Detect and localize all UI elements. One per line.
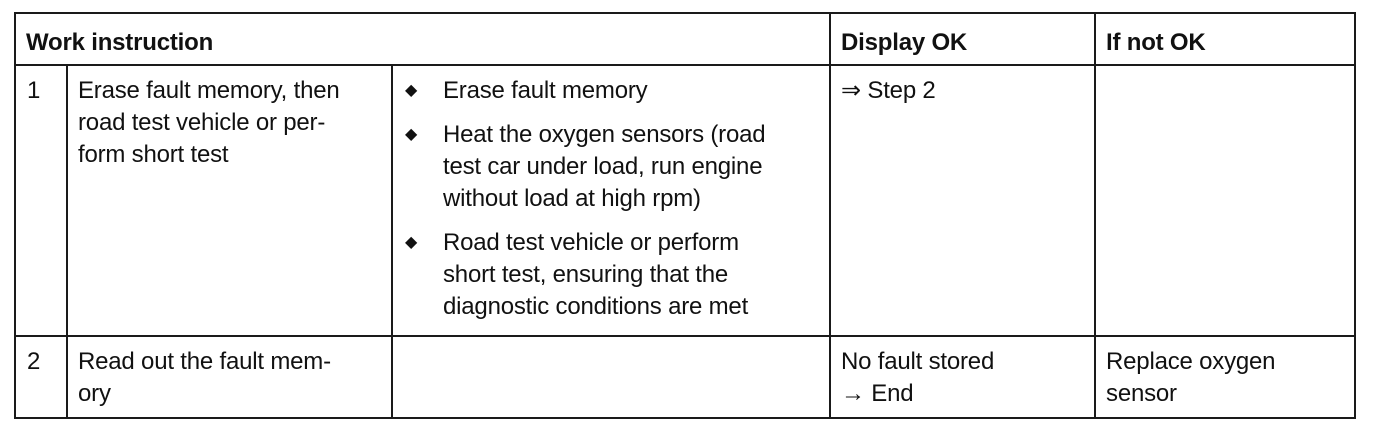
details-cell (392, 336, 830, 418)
display-ok-cell (830, 336, 1095, 418)
list-item (405, 119, 821, 215)
list-item (405, 75, 821, 107)
if-not-ok-text: Replace oxygen sensor (1106, 348, 1276, 407)
header-display-ok (830, 13, 1095, 65)
display-ok-cell (830, 65, 1095, 336)
step-number: 2 (27, 348, 41, 375)
step-number: 1 (27, 77, 41, 104)
instruction-text: Read out the fault mem- ory (78, 348, 331, 407)
header-work-instruction (15, 13, 830, 65)
detail-bullet-list (393, 66, 829, 323)
instruction-cell (67, 65, 392, 336)
diamond-bullet-icon: ◆ (405, 126, 418, 143)
table-header-row (15, 13, 1355, 65)
table-row (15, 65, 1355, 336)
bullet-text: Road test vehicle or perform short test, ensuring that the diagnostic conditions are met (443, 229, 749, 320)
list-item (405, 227, 821, 323)
display-ok-text: ⇒ Step 2 (841, 77, 936, 104)
header-work-instruction-label: Work instruction (26, 29, 214, 56)
instruction-text: Erase fault memory, then road test vehicle or per- form short test (78, 77, 340, 168)
work-instruction-table (14, 12, 1356, 419)
display-ok-text: No fault stored → End (841, 348, 995, 407)
bullet-text: Heat the oxygen sensors (road test car under load, run engine without load at high rpm) (443, 121, 766, 212)
header-if-not-ok (1095, 13, 1355, 65)
bullet-text: Erase fault memory (443, 77, 648, 104)
header-display-ok-label: Display OK (841, 29, 968, 56)
if-not-ok-cell (1095, 65, 1355, 336)
if-not-ok-text (1096, 66, 1354, 75)
diamond-bullet-icon: ◆ (405, 82, 418, 99)
instruction-cell (67, 336, 392, 418)
header-if-not-ok-label: If not OK (1106, 29, 1206, 56)
step-number-cell (15, 65, 67, 336)
step-number-cell (15, 336, 67, 418)
details-cell (392, 65, 830, 336)
if-not-ok-cell (1095, 336, 1355, 418)
table-row (15, 336, 1355, 418)
diamond-bullet-icon: ◆ (405, 234, 418, 251)
